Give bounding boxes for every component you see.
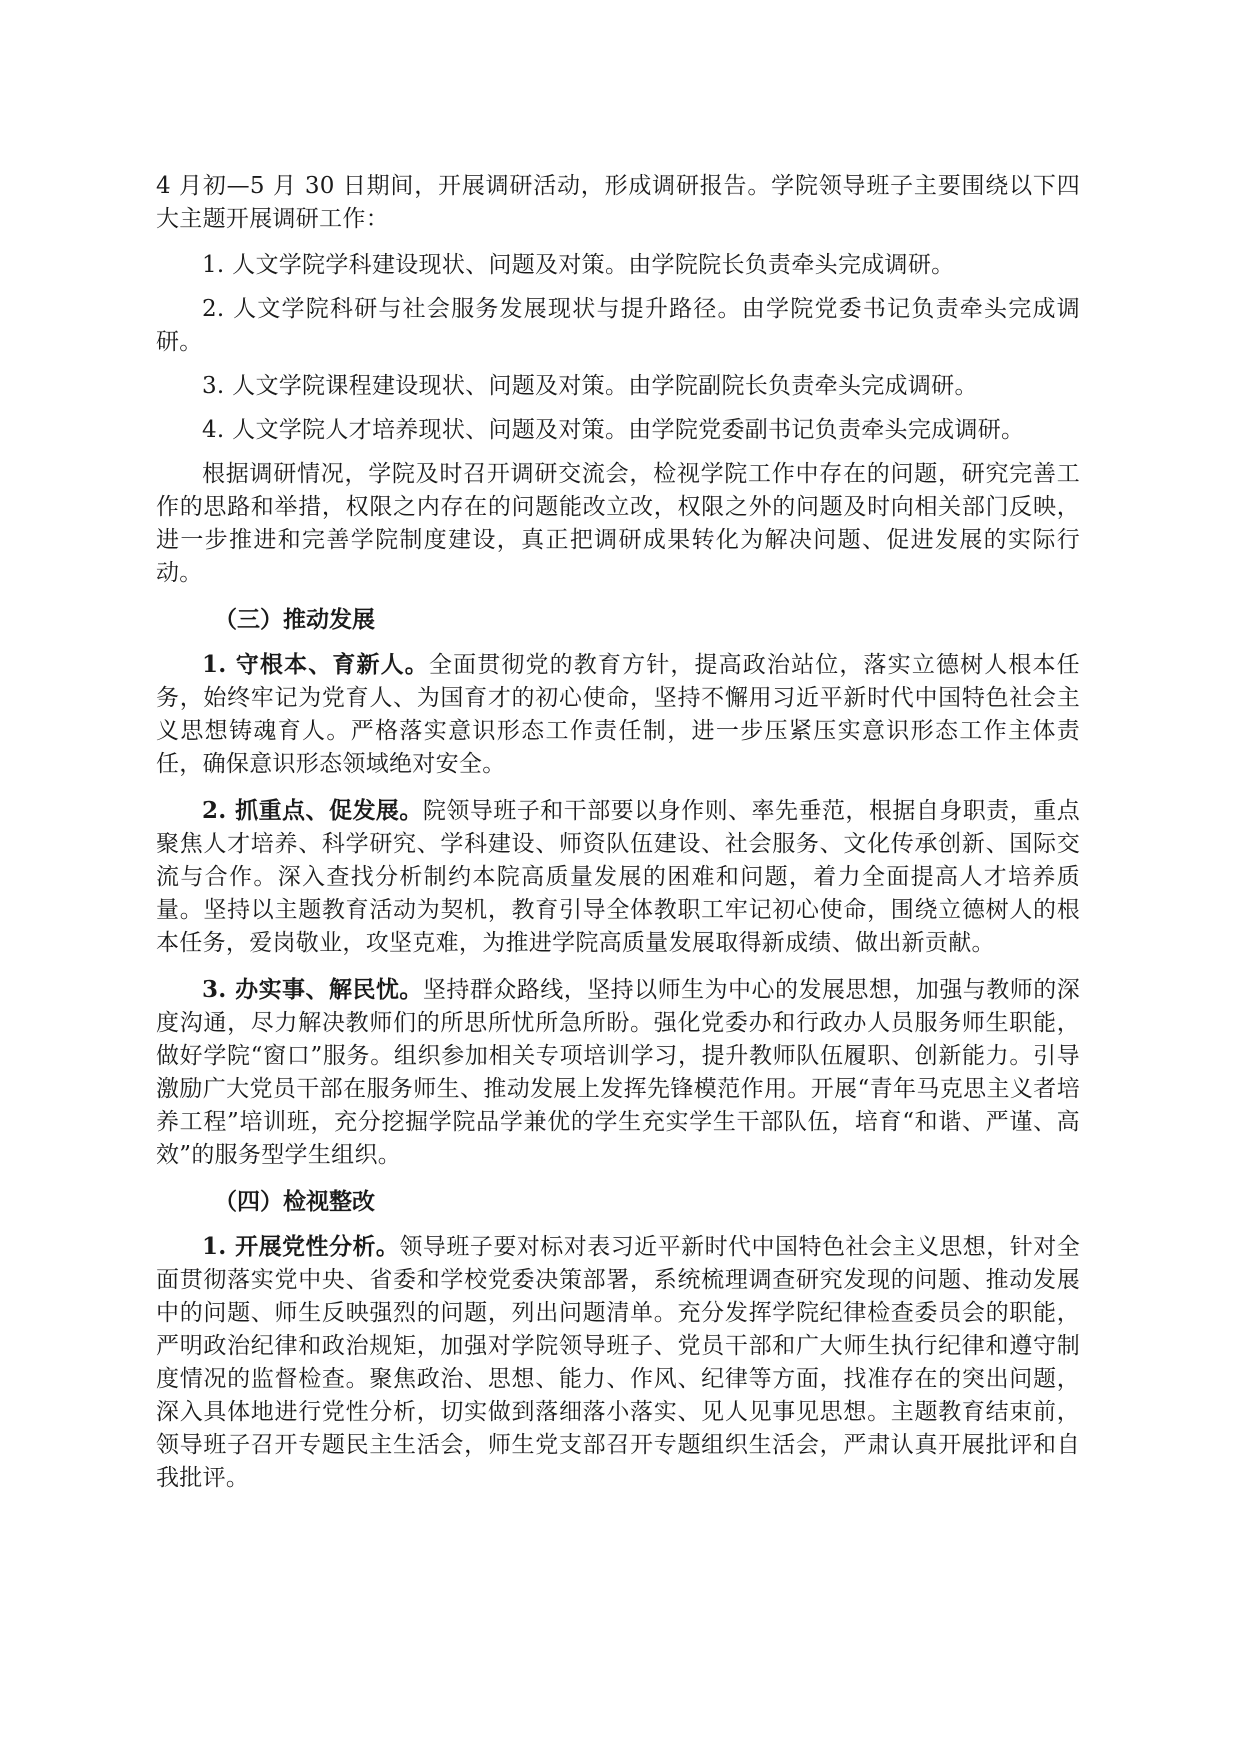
topic-item: 4. 人文学院人才培养现状、问题及对策。由学院党委副书记负责牵头完成调研。 [202, 417, 1025, 443]
intro-paragraph: 4 月初—5 月 30 日期间，开展调研活动，形成调研报告。学院领导班子主要围绕以下四大主题开展调研工作： [156, 173, 1080, 232]
document-page [156, 170, 1080, 1508]
section-heading-3: （三）推动发展 [214, 606, 375, 633]
item-lead: 1. 开展党性分析。 [202, 1233, 400, 1260]
item-text: 院领导班子和干部要以身作则、率先垂范，根据自身职责，重点聚焦人才培养、科学研究、学科建设、师资队伍建设、社会服务、文化传承创新、国际交流与合作。深入查找分析制约本院高质量发展的困难和问题，着力全面提高人才培养质量。坚持以主题教育活动为契机，教育引导全体教职工牢记初心使命，围绕立德树人的根本任务，爱岗敬业，攻坚克难，为推进学院高质量发展取得新成绩、做出新贡献。 [156, 798, 1080, 956]
section3-item [156, 973, 1080, 1172]
item-lead: 1. 守根本、育新人。 [202, 651, 429, 678]
summary-paragraph: 根据调研情况，学院及时召开调研交流会，检视学院工作中存在的问题，研究完善工作的思路和举措，权限之内存在的问题能改立改，权限之外的问题及时向相关部门反映，进一步推进和完善学院制度建设，真正把调研成果转化为解决问题、促进发展的实际行动。 [156, 461, 1080, 586]
item-text: 全面贯彻党的教育方针，提高政治站位，落实立德树人根本任务，始终牢记为党育人、为国育才的初心使命，坚持不懈用习近平新时代中国特色社会主义思想铸魂育人。严格落实意识形态工作责任制，进一步压紧压实意识形态工作主体责任，确保意识形态领域绝对安全。 [156, 652, 1080, 777]
section3-item [156, 648, 1080, 781]
item-text: 坚持群众路线，坚持以师生为中心的发展思想，加强与教师的深度沟通，尽力解决教师们的所思所忧所急所盼。强化党委办和行政办人员服务师生职能，做好学院“窗口”服务。组织参加相关专项培训学习，提升教师队伍履职、创新能力。引导激励广大党员干部在服务师生、推动发展上发挥先锋模范作用。开展“青年马克思主义者培养工程”培训班，充分挖掘学院品学兼优的学生充实学生干部队伍，培育“和谐、严谨、高效”的服务型学生组织。 [156, 977, 1080, 1168]
topic-item: 2. 人文学院科研与社会服务发展现状与提升路径。由学院党委书记负责牵头完成调研。 [156, 296, 1080, 355]
item-lead: 3. 办实事、解民忧。 [202, 976, 423, 1003]
section3-item [156, 794, 1080, 960]
topic-item: 3. 人文学院课程建设现状、问题及对策。由学院副院长负责牵头完成调研。 [202, 373, 978, 399]
item-text: 领导班子要对标对表习近平新时代中国特色社会主义思想，针对全面贯彻落实党中央、省委和学校党委决策部署，系统梳理调查研究发现的问题、推动发展中的问题、师生反映强烈的问题，列出问题清单。充分发挥学院纪律检查委员会的职能，严明政治纪律和政治规矩，加强对学院领导班子、党员干部和广大师生执行纪律和遵守制度情况的监督检查。聚焦政治、思想、能力、作风、纪律等方面，找准存在的突出问题，深入具体地进行党性分析，切实做到落细落小落实、见人见事见思想。主题教育结束前，领导班子召开专题民主生活会，师生党支部召开专题组织生活会，严肃认真开展批评和自我批评。 [156, 1234, 1080, 1491]
topic-item: 1. 人文学院学科建设现状、问题及对策。由学院院长负责牵头完成调研。 [202, 252, 955, 278]
section4-item [156, 1230, 1080, 1495]
item-lead: 2. 抓重点、促发展。 [202, 797, 423, 824]
section-heading-4: （四）检视整改 [214, 1188, 375, 1215]
